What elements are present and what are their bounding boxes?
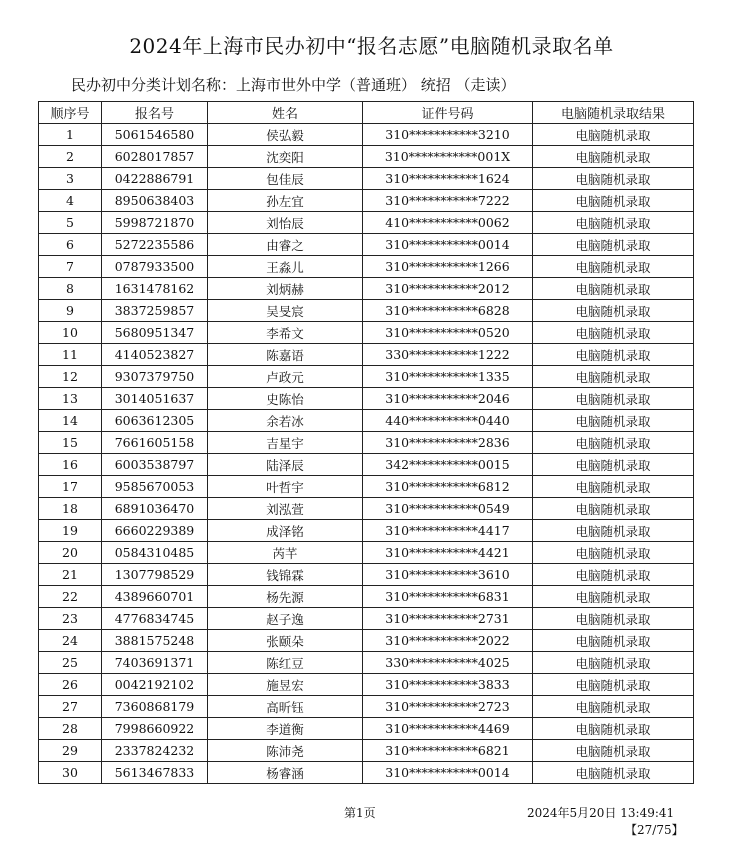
- name-cell: 孙左宜: [208, 190, 363, 212]
- name-cell: 李道衡: [208, 718, 363, 740]
- result-cell: 电脑随机录取: [533, 718, 694, 740]
- reg-no-cell: 2337824232: [102, 740, 208, 762]
- id-no-cell: 310***********4469: [363, 718, 533, 740]
- result-cell: 电脑随机录取: [533, 256, 694, 278]
- name-cell: 王淼儿: [208, 256, 363, 278]
- column-header: 顺序号: [39, 102, 102, 124]
- result-cell: 电脑随机录取: [533, 410, 694, 432]
- id-no-cell: 310***********4421: [363, 542, 533, 564]
- id-no-cell: 310***********3833: [363, 674, 533, 696]
- id-no-cell: 310***********2723: [363, 696, 533, 718]
- print-timestamp: 2024年5月20日 13:49:41: [527, 806, 675, 820]
- result-cell: 电脑随机录取: [533, 234, 694, 256]
- name-cell: 芮芊: [208, 542, 363, 564]
- name-cell: 叶哲宇: [208, 476, 363, 498]
- result-cell: 电脑随机录取: [533, 740, 694, 762]
- reg-no-cell: 5061546580: [102, 124, 208, 146]
- seq-cell: 15: [39, 432, 102, 454]
- seq-cell: 26: [39, 674, 102, 696]
- name-cell: 刘怡辰: [208, 212, 363, 234]
- id-no-cell: 310***********2012: [363, 278, 533, 300]
- table-row: [39, 278, 694, 300]
- table-row: [39, 300, 694, 322]
- table-row: [39, 652, 694, 674]
- result-cell: 电脑随机录取: [533, 146, 694, 168]
- reg-no-cell: 5613467833: [102, 762, 208, 784]
- id-no-cell: 310***********2046: [363, 388, 533, 410]
- result-cell: 电脑随机录取: [533, 388, 694, 410]
- name-cell: 吉星宇: [208, 432, 363, 454]
- result-cell: 电脑随机录取: [533, 674, 694, 696]
- id-no-cell: 310***********2836: [363, 432, 533, 454]
- name-cell: 成泽铭: [208, 520, 363, 542]
- seq-cell: 9: [39, 300, 102, 322]
- reg-no-cell: 5272235586: [102, 234, 208, 256]
- table-row: [39, 564, 694, 586]
- page-number: 第1页: [344, 806, 376, 820]
- seq-cell: 23: [39, 608, 102, 630]
- seq-cell: 11: [39, 344, 102, 366]
- reg-no-cell: 8950638403: [102, 190, 208, 212]
- table-row: [39, 696, 694, 718]
- result-cell: 电脑随机录取: [533, 366, 694, 388]
- id-no-cell: 440***********0440: [363, 410, 533, 432]
- table-row: [39, 630, 694, 652]
- table-row: [39, 190, 694, 212]
- seq-cell: 16: [39, 454, 102, 476]
- name-cell: 卢政元: [208, 366, 363, 388]
- table-row: [39, 256, 694, 278]
- reg-no-cell: 5680951347: [102, 322, 208, 344]
- result-cell: 电脑随机录取: [533, 564, 694, 586]
- name-cell: 陈沛尧: [208, 740, 363, 762]
- id-no-cell: 310***********6812: [363, 476, 533, 498]
- result-cell: 电脑随机录取: [533, 542, 694, 564]
- id-no-cell: 310***********1335: [363, 366, 533, 388]
- table-row: [39, 322, 694, 344]
- name-cell: 余若冰: [208, 410, 363, 432]
- seq-cell: 20: [39, 542, 102, 564]
- result-cell: 电脑随机录取: [533, 168, 694, 190]
- name-cell: 钱锦霖: [208, 564, 363, 586]
- id-no-cell: 310***********6828: [363, 300, 533, 322]
- result-cell: 电脑随机录取: [533, 454, 694, 476]
- id-no-cell: 310***********4417: [363, 520, 533, 542]
- table-row: [39, 674, 694, 696]
- result-cell: 电脑随机录取: [533, 476, 694, 498]
- admission-table: [38, 101, 694, 784]
- name-cell: 陈红豆: [208, 652, 363, 674]
- table-row: [39, 432, 694, 454]
- reg-no-cell: 3881575248: [102, 630, 208, 652]
- seq-cell: 14: [39, 410, 102, 432]
- id-no-cell: 310***********3610: [363, 564, 533, 586]
- name-cell: 吴旻宸: [208, 300, 363, 322]
- name-cell: 沈奕阳: [208, 146, 363, 168]
- column-header: 证件号码: [363, 102, 533, 124]
- reg-no-cell: 4776834745: [102, 608, 208, 630]
- seq-cell: 19: [39, 520, 102, 542]
- result-cell: 电脑随机录取: [533, 762, 694, 784]
- id-no-cell: 310***********6831: [363, 586, 533, 608]
- table-row: [39, 740, 694, 762]
- name-cell: 陈嘉语: [208, 344, 363, 366]
- reg-no-cell: 1307798529: [102, 564, 208, 586]
- seq-cell: 27: [39, 696, 102, 718]
- reg-no-cell: 7360868179: [102, 696, 208, 718]
- name-cell: 杨先源: [208, 586, 363, 608]
- column-header: 报名号: [102, 102, 208, 124]
- result-cell: 电脑随机录取: [533, 190, 694, 212]
- id-no-cell: 330***********1222: [363, 344, 533, 366]
- seq-cell: 8: [39, 278, 102, 300]
- seq-cell: 5: [39, 212, 102, 234]
- table-row: [39, 212, 694, 234]
- page-count: 【27/75】: [625, 823, 684, 837]
- reg-no-cell: 7403691371: [102, 652, 208, 674]
- seq-cell: 24: [39, 630, 102, 652]
- reg-no-cell: 6660229389: [102, 520, 208, 542]
- seq-cell: 4: [39, 190, 102, 212]
- seq-cell: 29: [39, 740, 102, 762]
- seq-cell: 3: [39, 168, 102, 190]
- result-cell: 电脑随机录取: [533, 498, 694, 520]
- result-cell: 电脑随机录取: [533, 630, 694, 652]
- table-row: [39, 410, 694, 432]
- result-cell: 电脑随机录取: [533, 300, 694, 322]
- name-cell: 由睿之: [208, 234, 363, 256]
- table-row: [39, 168, 694, 190]
- id-no-cell: 310***********2022: [363, 630, 533, 652]
- name-cell: 李希文: [208, 322, 363, 344]
- reg-no-cell: 0422886791: [102, 168, 208, 190]
- reg-no-cell: 4389660701: [102, 586, 208, 608]
- table-row: [39, 520, 694, 542]
- table-row: [39, 762, 694, 784]
- id-no-cell: 330***********4025: [363, 652, 533, 674]
- seq-cell: 30: [39, 762, 102, 784]
- id-no-cell: 410***********0062: [363, 212, 533, 234]
- seq-cell: 10: [39, 322, 102, 344]
- seq-cell: 2: [39, 146, 102, 168]
- reg-no-cell: 9585670053: [102, 476, 208, 498]
- name-cell: 杨睿涵: [208, 762, 363, 784]
- id-no-cell: 342***********0015: [363, 454, 533, 476]
- result-cell: 电脑随机录取: [533, 432, 694, 454]
- table-row: [39, 586, 694, 608]
- name-cell: 高昕钰: [208, 696, 363, 718]
- reg-no-cell: 3837259857: [102, 300, 208, 322]
- reg-no-cell: 9307379750: [102, 366, 208, 388]
- result-cell: 电脑随机录取: [533, 696, 694, 718]
- name-cell: 刘炳赫: [208, 278, 363, 300]
- id-no-cell: 310***********0014: [363, 234, 533, 256]
- result-cell: 电脑随机录取: [533, 520, 694, 542]
- seq-cell: 28: [39, 718, 102, 740]
- result-cell: 电脑随机录取: [533, 608, 694, 630]
- name-cell: 张颐朵: [208, 630, 363, 652]
- table-row: [39, 344, 694, 366]
- table-row: [39, 124, 694, 146]
- id-no-cell: 310***********3210: [363, 124, 533, 146]
- name-cell: 史陈怡: [208, 388, 363, 410]
- result-cell: 电脑随机录取: [533, 278, 694, 300]
- table-row: [39, 454, 694, 476]
- seq-cell: 25: [39, 652, 102, 674]
- id-no-cell: 310***********001X: [363, 146, 533, 168]
- name-cell: 刘泓萱: [208, 498, 363, 520]
- result-cell: 电脑随机录取: [533, 212, 694, 234]
- seq-cell: 21: [39, 564, 102, 586]
- reg-no-cell: 3014051637: [102, 388, 208, 410]
- reg-no-cell: 6891036470: [102, 498, 208, 520]
- name-cell: 施昱宏: [208, 674, 363, 696]
- id-no-cell: 310***********1624: [363, 168, 533, 190]
- name-cell: 赵子逸: [208, 608, 363, 630]
- table-row: [39, 366, 694, 388]
- id-no-cell: 310***********0549: [363, 498, 533, 520]
- table-row: [39, 718, 694, 740]
- table-header-row: [39, 102, 694, 124]
- table-row: [39, 388, 694, 410]
- id-no-cell: 310***********2731: [363, 608, 533, 630]
- column-header: 姓名: [208, 102, 363, 124]
- seq-cell: 13: [39, 388, 102, 410]
- reg-no-cell: 6028017857: [102, 146, 208, 168]
- table-row: [39, 542, 694, 564]
- name-cell: 包佳辰: [208, 168, 363, 190]
- result-cell: 电脑随机录取: [533, 124, 694, 146]
- reg-no-cell: 0584310485: [102, 542, 208, 564]
- reg-no-cell: 0042192102: [102, 674, 208, 696]
- id-no-cell: 310***********7222: [363, 190, 533, 212]
- seq-cell: 1: [39, 124, 102, 146]
- id-no-cell: 310***********0520: [363, 322, 533, 344]
- reg-no-cell: 7661605158: [102, 432, 208, 454]
- table-body: [39, 124, 694, 784]
- seq-cell: 18: [39, 498, 102, 520]
- name-cell: 陆泽辰: [208, 454, 363, 476]
- reg-no-cell: 0787933500: [102, 256, 208, 278]
- seq-cell: 12: [39, 366, 102, 388]
- id-no-cell: 310***********0014: [363, 762, 533, 784]
- table-row: [39, 498, 694, 520]
- plan-name: 民办初中分类计划名称：上海市世外中学（普通班） 统招 （走读）: [71, 76, 516, 94]
- reg-no-cell: 5998721870: [102, 212, 208, 234]
- seq-cell: 17: [39, 476, 102, 498]
- reg-no-cell: 6003538797: [102, 454, 208, 476]
- table-row: [39, 146, 694, 168]
- result-cell: 电脑随机录取: [533, 652, 694, 674]
- reg-no-cell: 7998660922: [102, 718, 208, 740]
- document-title: 2024年上海市民办初中“报名志愿”电脑随机录取名单: [129, 34, 614, 58]
- id-no-cell: 310***********1266: [363, 256, 533, 278]
- result-cell: 电脑随机录取: [533, 586, 694, 608]
- id-no-cell: 310***********6821: [363, 740, 533, 762]
- table-row: [39, 476, 694, 498]
- seq-cell: 6: [39, 234, 102, 256]
- reg-no-cell: 1631478162: [102, 278, 208, 300]
- column-header: 电脑随机录取结果: [533, 102, 694, 124]
- result-cell: 电脑随机录取: [533, 344, 694, 366]
- name-cell: 侯弘毅: [208, 124, 363, 146]
- table-row: [39, 234, 694, 256]
- reg-no-cell: 6063612305: [102, 410, 208, 432]
- result-cell: 电脑随机录取: [533, 322, 694, 344]
- seq-cell: 7: [39, 256, 102, 278]
- reg-no-cell: 4140523827: [102, 344, 208, 366]
- table-row: [39, 608, 694, 630]
- seq-cell: 22: [39, 586, 102, 608]
